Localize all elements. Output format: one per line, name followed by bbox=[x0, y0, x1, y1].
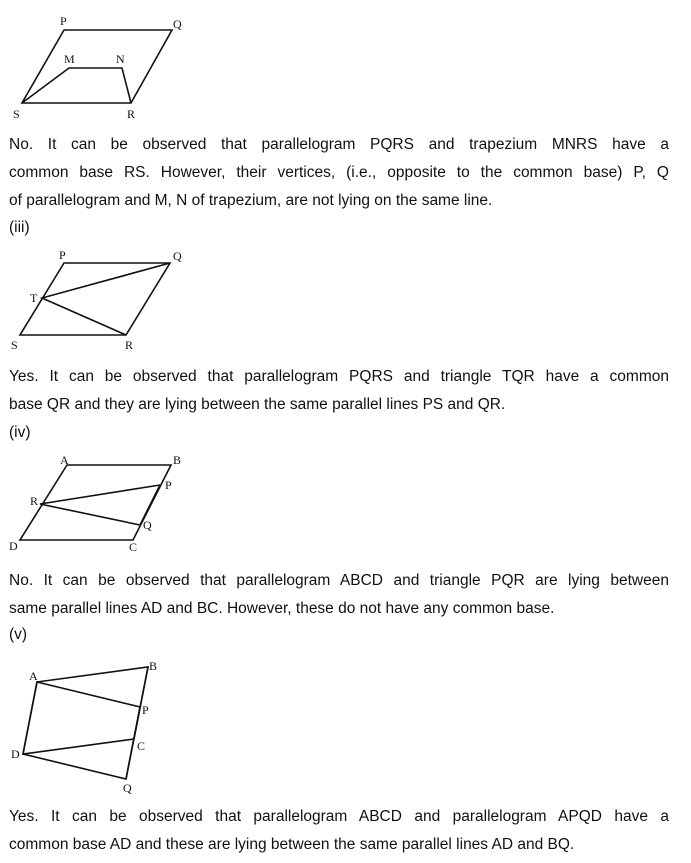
vertex-label-r: R bbox=[127, 107, 136, 121]
answer-line: Yes. It can be observed that parallelogram PQRS and triangle TQR have a common bbox=[9, 368, 669, 385]
vertex-label-s: S bbox=[13, 107, 20, 121]
parallelogram-abcd bbox=[23, 667, 148, 754]
vertex-label-m: M bbox=[64, 52, 75, 66]
vertex-label-p: P bbox=[165, 478, 172, 492]
figure-parallelogram-abcd-triangle-pqr bbox=[0, 445, 691, 560]
triangle-pqr bbox=[40, 485, 160, 525]
vertex-label-p: P bbox=[142, 703, 149, 717]
part-label-iv: (iv) bbox=[9, 424, 31, 441]
part-label-v: (v) bbox=[9, 626, 28, 643]
answer-ii bbox=[9, 131, 669, 215]
vertex-label-b: B bbox=[149, 659, 158, 673]
answer-line: base QR and they are lying between the same parallel lines PS and QR. bbox=[9, 396, 506, 413]
answer-line: No. It can be observed that parallelogram PQRS and trapezium MNRS have a bbox=[9, 136, 669, 153]
answer-iv bbox=[9, 567, 669, 623]
segment-bq bbox=[126, 667, 148, 779]
answer-line: No. It can be observed that parallelogram ABCD and triangle PQR are lying between bbox=[9, 572, 669, 589]
answer-v bbox=[9, 803, 669, 859]
vertex-label-d: D bbox=[9, 539, 18, 553]
vertex-label-s: S bbox=[11, 338, 18, 352]
vertex-label-q: Q bbox=[123, 781, 132, 795]
figure-parallelograms-abcd-apqd bbox=[0, 650, 691, 795]
vertex-label-r: R bbox=[125, 338, 134, 352]
figure-parallelogram-pqrs-trapezium-mnrs bbox=[0, 0, 691, 125]
triangle-tqr bbox=[42, 263, 170, 335]
vertex-label-r: R bbox=[30, 494, 39, 508]
vertex-label-d: D bbox=[11, 747, 20, 761]
parallelogram-apqd bbox=[23, 682, 140, 779]
part-label-iii: (iii) bbox=[9, 219, 30, 236]
vertex-label-q: Q bbox=[173, 249, 182, 263]
vertex-label-p: P bbox=[60, 14, 67, 28]
answer-line: of parallelogram and M, N of trapezium, are not lying on the same line. bbox=[9, 192, 493, 209]
answer-line: common base RS. However, their vertices, (i.e., opposite to the common base) P, Q bbox=[9, 164, 669, 181]
vertex-label-b: B bbox=[173, 453, 182, 467]
vertex-label-q: Q bbox=[173, 17, 182, 31]
vertex-label-a: A bbox=[60, 453, 69, 467]
answer-line: common base AD and these are lying between the same parallel lines AD and BQ. bbox=[9, 836, 575, 853]
vertex-label-p: P bbox=[59, 248, 66, 262]
vertex-label-c: C bbox=[129, 540, 138, 554]
vertex-label-t: T bbox=[30, 291, 38, 305]
figure-parallelogram-pqrs-triangle-tqr bbox=[0, 240, 691, 355]
vertex-label-n: N bbox=[116, 52, 125, 66]
vertex-label-c: C bbox=[137, 739, 146, 753]
vertex-label-q: Q bbox=[143, 518, 152, 532]
parallelogram-pqrs bbox=[22, 30, 172, 103]
answer-line: Yes. It can be observed that parallelogram ABCD and parallelogram APQD have a bbox=[9, 808, 669, 825]
answer-iii bbox=[9, 363, 669, 419]
vertex-label-a: A bbox=[29, 669, 38, 683]
answer-line: same parallel lines AD and BC. However, these do not have any common base. bbox=[9, 600, 555, 617]
